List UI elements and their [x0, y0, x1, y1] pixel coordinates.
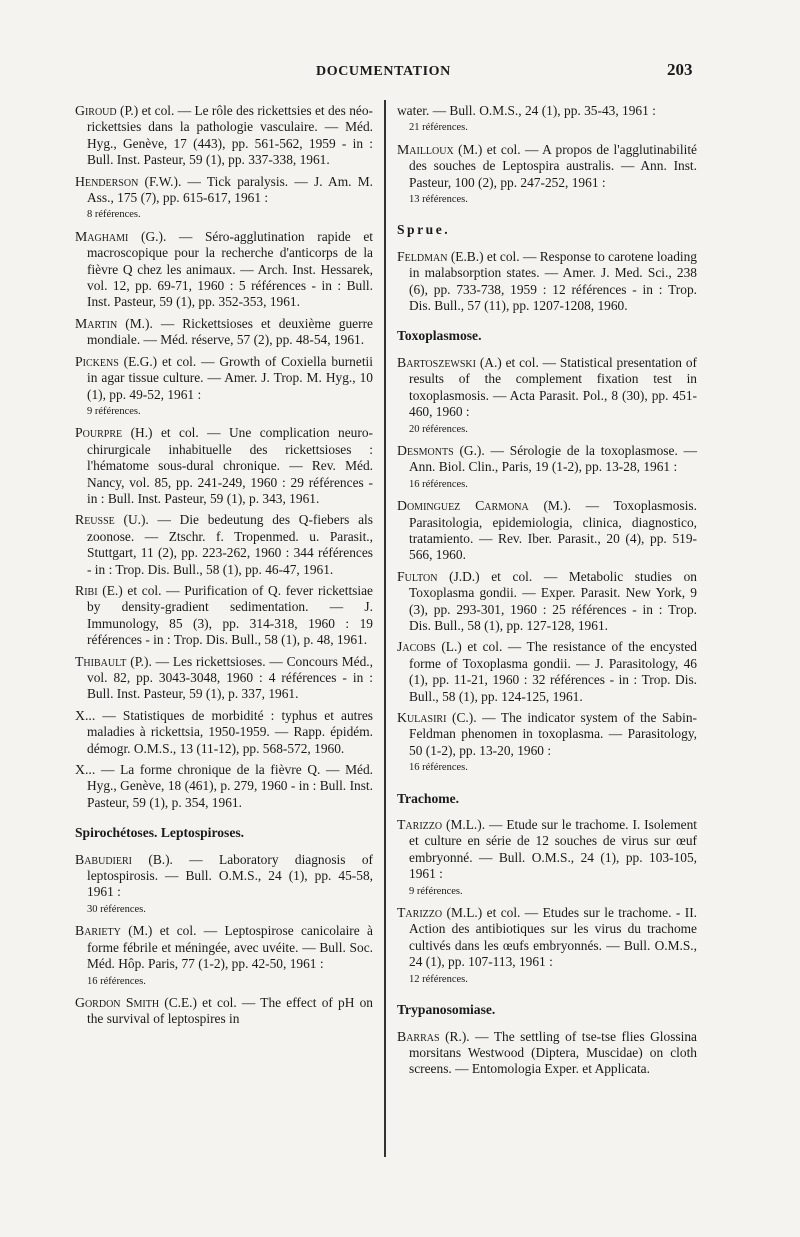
section-heading: Trypanosomiase. — [397, 1002, 496, 1018]
section-heading: Spirochétoses. Leptospiroses. — [75, 825, 245, 841]
bibliography-entry — [75, 229, 373, 311]
entry-author: Pourpre — [75, 425, 123, 441]
entry-text: — Statistiques de morbidité : typhus et autres maladies à rickettsia, 1950-1959. — Rapp. épidém. démogr. O.M.S., 13 (11-12), pp. 568-572, 1960. — [87, 707, 373, 756]
entry-author: Bariety — [75, 923, 121, 939]
bibliography-entry — [75, 316, 373, 349]
entry-author: Barras — [397, 1028, 440, 1044]
bibliography-entry — [75, 583, 373, 649]
reference-count: 8 références. — [87, 209, 141, 221]
entry-author: Thibault — [75, 653, 127, 669]
entry-author: Maghami — [75, 228, 129, 244]
bibliography-entry — [75, 995, 373, 1028]
bibliography-entry — [397, 817, 697, 900]
entry-author: Tarizzo — [397, 817, 443, 833]
bibliography-entry — [397, 249, 697, 315]
entry-author: X... — [75, 762, 96, 778]
reference-count: 13 références. — [409, 194, 468, 206]
page-number: 203 — [667, 60, 693, 79]
bibliography-entry — [397, 569, 697, 635]
bibliography-entry — [75, 923, 373, 990]
bibliography-entry — [397, 1029, 697, 1078]
entry-author: Pickens — [75, 353, 119, 369]
entry-author: Giroud — [75, 103, 117, 118]
bibliography-entry — [397, 639, 697, 705]
entry-author: X... — [75, 707, 96, 723]
reference-count: 12 références. — [409, 973, 468, 985]
entry-text: (E.) et col. — Purification of Q. fever rickettsiae by density-gradient sedimentation. — J. Immunology, 85 (3), pp. 314-318, 1960 : 19 références - in : Trop. Dis. Bull., 58 (1), p. 48, 1961. — [87, 582, 373, 648]
column-divider — [384, 100, 386, 1157]
reference-count: 20 références. — [409, 423, 468, 435]
entry-text: (L.) et col. — The resistance of the encysted forme of Toxoplasma gondii. — J. Parasitology, 46 (1), pp. 11-21, 1960 : 32 références - in : Trop. Dis. Bull., 58 (1), pp. 124-125, 1961. — [409, 639, 697, 704]
bibliography-entry — [397, 355, 697, 438]
section-heading: Toxoplasmose. — [397, 328, 482, 344]
entry-author: Ribi — [75, 582, 98, 598]
entry-text: (M.) et col. — Leptospirose canicolaire à forme fébrile et méningée, avec uvéite. — Bull. Soc. Méd. Hôp. Paris, 77 (1-2), pp. 42-50, 1961 : — [87, 923, 373, 972]
entry-author: Tarizzo — [397, 905, 443, 921]
reference-count: 9 références. — [409, 885, 463, 897]
entry-author: Reusse — [75, 512, 115, 528]
entry-text: (P.) et col. — Le rôle des rickettsies et des néo-rickettsies dans la pathologie vasculaire. — Méd. Hyg., Genève, 17 (443), pp. 561-562, 1959 - in : Bull. Inst. Pasteur, 59 (1), pp. 337-338, 1961. — [87, 103, 373, 168]
reference-count: 16 références. — [409, 762, 468, 774]
entry-text: (U.). — Die bedeutung des Q-fiebers als zoonose. — Ztschr. f. Tropenmed. u. Parasit., Stuttgart, 11 (2), pp. 223-262, 1960 : 344 références - in : Trop. Dis. Bull., 58 (1), pp. 46-47, 1961. — [87, 512, 373, 577]
bibliography-entry — [75, 762, 373, 811]
entry-text: (B.). — Laboratory diagnosis of leptospirosis. — Bull. O.M.S., 24 (1), pp. 45-58, 1961 : — [87, 851, 373, 900]
reference-count: 16 références. — [409, 478, 468, 490]
entry-text: (E.B.) et col. — Response to carotene loading in malabsorption states. — Amer. J. Med. Sci., 238 (6), pp. 733-738, 1959 : 12 références - in : Trop. Dis. Bull., 57 (11), pp. 1207-1208, 1960. — [409, 248, 697, 314]
entry-author: Babudieri — [75, 851, 132, 867]
entry-author: Henderson — [75, 173, 139, 189]
reference-count: 9 références. — [87, 405, 141, 417]
entry-text: (G.). — Séro-agglutination rapide et macroscopique pour la recherche d'anticorps de la fièvre Q chez les animaux. — Arch. Inst. Hessarek, vol. 12, pp. 69-71, 1960 : 5 références - in : Bull. Inst. Pasteur, 59 (1), pp. 352-353, 1961. — [87, 228, 373, 310]
entry-text: (C.). — The indicator system of the Sabin-Feldman phenomen in toxoplasma. — Parasitology, 50 (1-2), pp. 13-20, 1960 : — [409, 710, 697, 758]
bibliography-entry — [397, 443, 697, 493]
entry-text: (E.G.) et col. — Growth of Coxiella burnetii in agar tissue culture. — Amer. J. Trop. M. Hyg., 10 (1), pp. 49-52, 1961 : — [87, 353, 373, 402]
bibliography-entry — [75, 708, 373, 757]
bibliography-entry — [75, 425, 373, 507]
entry-author: Dominguez Carmona — [397, 498, 529, 514]
entry-author: Gordon Smith — [75, 994, 160, 1010]
bibliography-entry — [75, 103, 373, 169]
reference-count: 16 références. — [87, 975, 146, 987]
entry-text: (F.W.). — Tick paralysis. — J. Am. M. Ass., 175 (7), pp. 615-617, 1961 : — [87, 173, 373, 206]
bibliography-entry — [75, 654, 373, 703]
right-column — [397, 103, 697, 1083]
entry-text: (M.). — Toxoplasmosis. Parasitologia, epidemiologia, clinica, diagnostico, tratamiento. — Rev. Iber. Parasit., 20 (4), pp. 519-566, 1960. — [409, 498, 697, 563]
entry-text: (R.). — The settling of tse-tse flies Glossina morsitans Westwood (Diptera, Muscidae) on cloth screens. — Entomologia Exper. et Applicata. — [409, 1028, 697, 1077]
bibliography-entry — [397, 142, 697, 209]
entry-author: Desmonts — [397, 442, 454, 458]
reference-count: 21 références. — [409, 122, 468, 134]
section-heading: Sprue. — [397, 222, 451, 238]
bibliography-entry — [397, 905, 697, 988]
entry-author: Martin — [75, 315, 118, 331]
entry-text: (C.E.) et col. — The effect of pH on the survival of leptospires in — [87, 994, 373, 1027]
left-column — [75, 103, 373, 1033]
entry-author: Jacobs — [397, 639, 436, 655]
entry-text: (M.L.) et col. — Etudes sur le trachome. - II. Action des antibiotiques sur les virus du trachome cultivés dans les œufs embryonnés. — Bull. O.M.S., 24 (1), pp. 107-113, 1961 : — [409, 905, 698, 970]
page-header — [0, 60, 800, 84]
entry-text: (P.). — Les rickettsioses. — Concours Méd., vol. 82, pp. 3043-3048, 1960 : 4 références - in : Bull. Inst. Pasteur, 59 (1), p. 337, 1961. — [87, 653, 373, 702]
reference-count: 30 références. — [87, 903, 146, 915]
bibliography-entry — [75, 354, 373, 421]
entry-text: water. — Bull. O.M.S., 24 (1), pp. 35-43, 1961 : — [397, 103, 656, 118]
section-heading: Trachome. — [397, 790, 460, 806]
bibliography-entry — [397, 710, 697, 777]
entry-text: (J.D.) et col. — Metabolic studies on Toxoplasma gondii. — Exper. Parasit. New York, 9 (3), pp. 293-301, 1960 : 25 références - in : Trop. Dis. Bull., 58 (1), pp. 127-128, 1961. — [409, 568, 698, 633]
bibliography-entry — [397, 498, 697, 564]
entry-text: (A.) et col. — Statistical presentation of results of the complement fixation test in toxoplasmosis. — Acta Parasit. Pol., 8 (30), pp. 451-460, 1960 : — [409, 354, 697, 420]
bibliography-entry — [75, 852, 373, 919]
entry-author: Fulton — [397, 568, 438, 584]
bibliography-entry — [75, 174, 373, 224]
entry-text: (H.) et col. — Une complication neuro-chirurgicale inhabituelle des rickettsioses : l'hématome sous-dural chronique. — Rev. Méd. Nancy, vol. 85, pp. 241-249, 1960 : 29 références - in : Bull. Inst. Pasteur, 59 (1), p. 343, 1961. — [87, 425, 373, 506]
entry-author: Kulasiri — [397, 710, 447, 725]
entry-text: (M.). — Rickettsioses et deuxième guerre mondiale. — Méd. réserve, 57 (2), pp. 48-54, 1961. — [87, 315, 373, 348]
entry-text: (M.L.). — Etude sur le trachome. I. Isolement et culture en série de 12 souches de virus sur œuf embryonné. — Bull. O.M.S., 24 (1), pp. 103-105, 1961 : — [409, 817, 697, 882]
entry-author: Mailloux — [397, 141, 454, 157]
entry-text: (M.) et col. — A propos de l'agglutinabilité des souches de Leptospira australis. — Ann. Inst. Pasteur, 100 (2), pp. 247-252, 1961 : — [409, 141, 697, 190]
entry-text: (G.). — Sérologie de la toxoplasmose. — Ann. Biol. Clin., Paris, 19 (1-2), pp. 13-28, 1961 : — [409, 442, 697, 475]
bibliography-entry — [397, 103, 697, 137]
entry-author: Feldman — [397, 248, 448, 264]
entry-text: — La forme chronique de la fièvre Q. — Méd. Hyg., Genève, 18 (461), p. 279, 1960 - in : Bull. Inst. Pasteur, 59 (1), p. 354, 1961. — [87, 762, 373, 810]
running-title: DOCUMENTATION — [316, 64, 451, 79]
bibliography-entry — [75, 512, 373, 578]
entry-author: Bartoszewski — [397, 354, 476, 370]
